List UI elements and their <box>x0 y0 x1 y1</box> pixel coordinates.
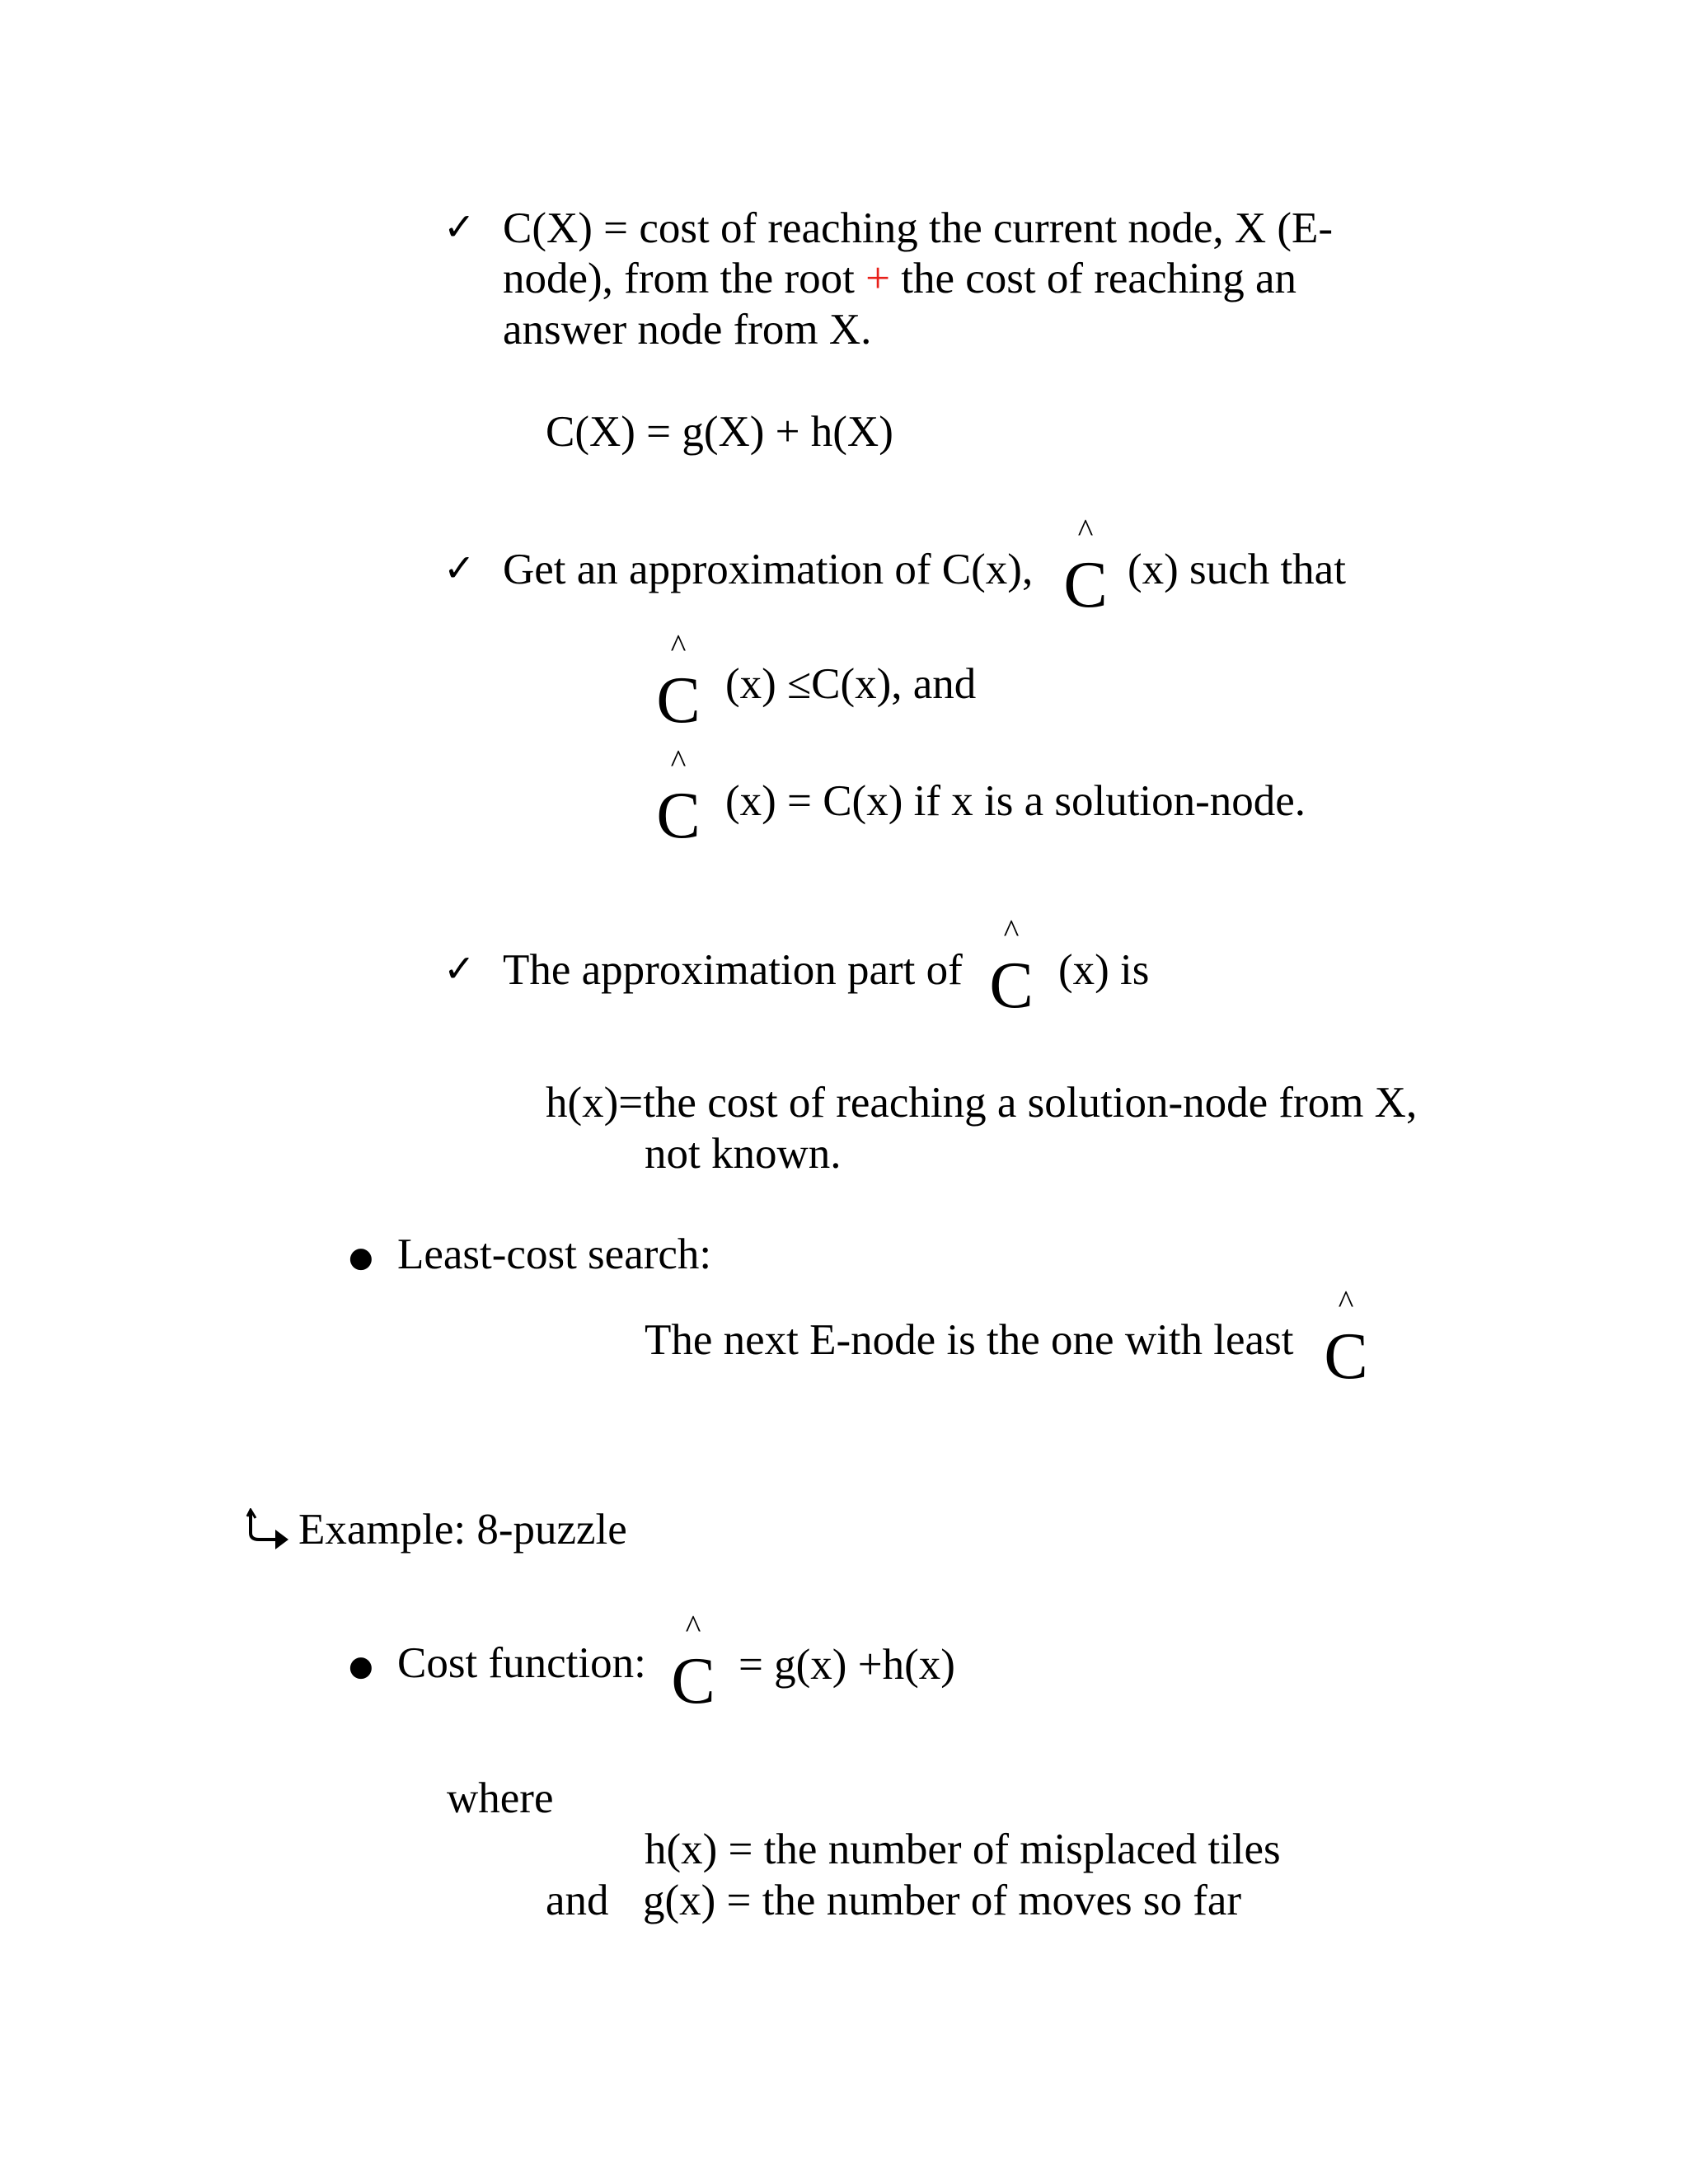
gx-moves-so-far: g(x) = the number of moves so far <box>643 1877 1242 1924</box>
cost-definition-line2-a: node), from the root <box>503 255 866 302</box>
cost-definition-line2 <box>503 257 1296 301</box>
least-cost-search-label: Least-cost search: <box>397 1230 712 1278</box>
cost-definition-line3: answer node from X. <box>503 306 872 354</box>
hx-misplaced-tiles: h(x) = the number of misplaced tiles <box>645 1825 1281 1873</box>
bullet-icon: ● <box>349 1650 373 1683</box>
curved-arrow-icon <box>246 1508 292 1551</box>
such-that-text: (x) such that <box>1128 546 1346 593</box>
approximation-text: Get an approximation of C(x), <box>503 546 1034 593</box>
bullet-icon: ● <box>349 1241 373 1274</box>
c-hat-symbol: ^ C <box>656 627 701 737</box>
condition-1: (x) ≤C(x), and <box>725 660 977 708</box>
c-hat-symbol: ^ C <box>1063 512 1108 621</box>
c-hat-symbol: ^ C <box>656 743 701 852</box>
where-text: where <box>447 1774 554 1822</box>
cost-definition-line2-b: the cost of reaching an <box>889 255 1296 302</box>
example-label: Example: 8-puzzle <box>298 1506 627 1554</box>
approximation-part-text: The approximation part of <box>503 946 963 994</box>
check-mark-icon: ✓ <box>443 546 476 590</box>
plus-sign: + <box>865 255 890 302</box>
and-text: and <box>546 1877 609 1924</box>
x-is-text: (x) is <box>1058 946 1150 994</box>
cost-function-formula: = g(x) +h(x) <box>738 1641 955 1689</box>
hx-definition-line2: not known. <box>645 1130 842 1178</box>
check-mark-icon: ✓ <box>443 204 476 249</box>
cost-formula: C(X) = g(X) + h(X) <box>546 408 893 456</box>
cost-function-label: Cost function: <box>397 1639 646 1687</box>
check-mark-icon: ✓ <box>443 946 476 991</box>
c-hat-symbol: ^ C <box>1324 1283 1368 1393</box>
condition-2: (x) = C(x) if x is a solution-node. <box>725 777 1306 825</box>
cost-definition-line1: C(X) = cost of reaching the current node, X (E- <box>503 204 1334 252</box>
next-e-node-text: The next E-node is the one with least <box>645 1316 1294 1364</box>
hx-definition-line1: h(x)=the cost of reaching a solution-node from X, <box>546 1079 1418 1127</box>
c-hat-symbol: ^ C <box>989 912 1034 1022</box>
c-hat-symbol: ^ C <box>671 1608 715 1718</box>
